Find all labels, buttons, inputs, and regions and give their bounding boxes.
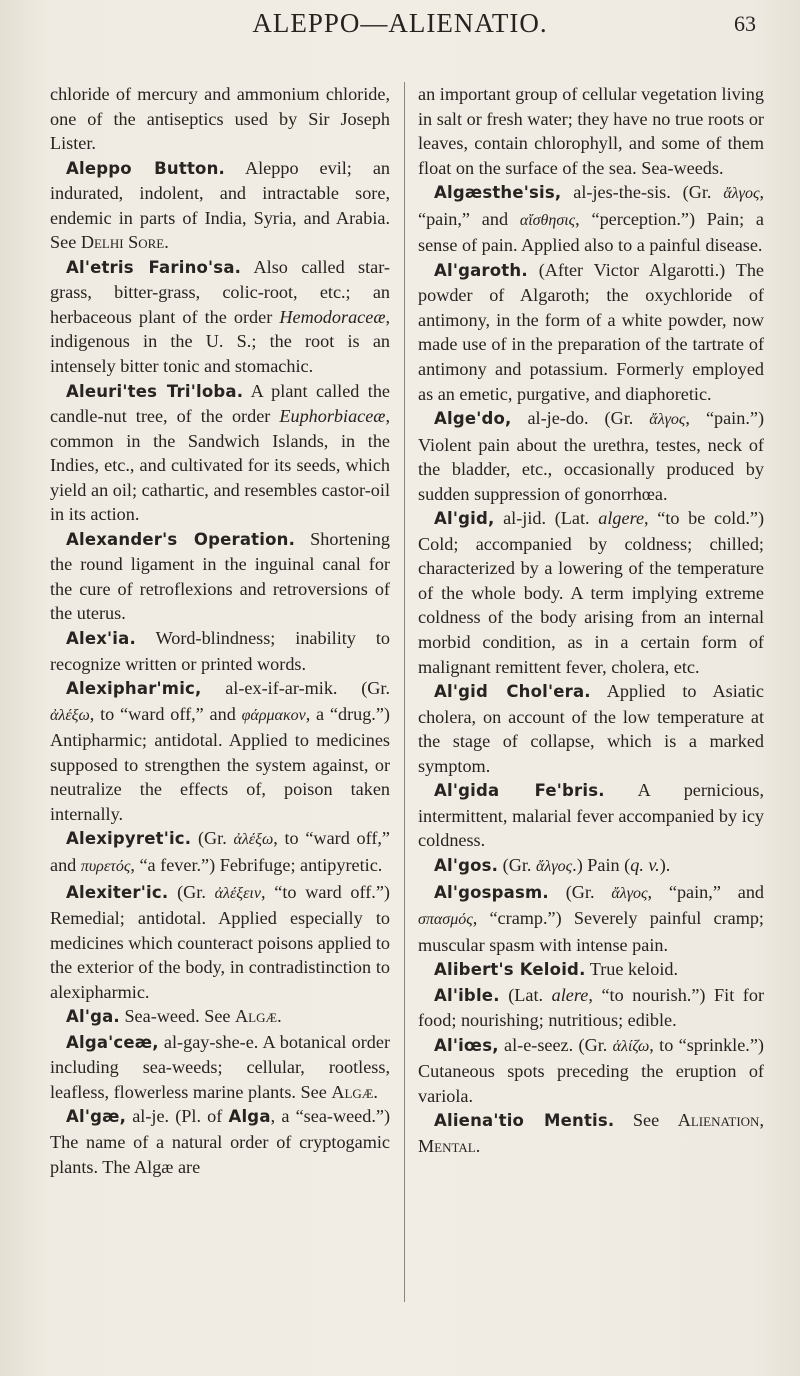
greek-etymon: ἄλγος <box>723 185 760 203</box>
entry-text: (Gr. <box>191 828 234 849</box>
entry-headword: Al'gæ, <box>66 1107 127 1127</box>
entry-text: See <box>614 1110 678 1131</box>
greek-etymon: αἴσθησις <box>519 211 576 229</box>
dictionary-entry <box>50 676 390 826</box>
entry-text: Applied to Asiatic cholera, on account of the low temperature at the stage of collapse, which is a marked symptom. <box>418 681 765 776</box>
entry-headword: Al'garoth. <box>434 260 528 280</box>
dictionary-entry <box>418 679 764 778</box>
entry-text: al-je-do. (Gr. <box>511 408 650 429</box>
entry-text: A pernicious, intermittent, malarial fever accompanied by icy coldness. <box>418 780 765 851</box>
entry-text: al-je. (Pl. of <box>126 1106 229 1127</box>
entry-text: Word-blindness; inability to recognize written or printed words. <box>50 628 390 674</box>
entry-text: , indigenous in the U. S.; the root is an intensely bitter tonic and stomachic. <box>50 306 390 377</box>
entry-italic-term: alere <box>551 984 589 1005</box>
dictionary-entry <box>418 506 764 679</box>
entry-headword: Alibert's Keloid. <box>434 960 586 980</box>
greek-etymon: ἀλέξω <box>233 831 274 849</box>
entry-text: (Gr. <box>498 854 537 875</box>
entry-text: , “to ward off.”) Remedial; antidotal. Applied especially to medicines which counteract poisons applied to the exterior of the body, in contradistinction to alexipharmic. <box>50 881 390 1002</box>
cross-reference: Algæ <box>235 1006 278 1027</box>
entry-text: , “to nourish.”) Fit for food; nourishing; nutritious; edible. <box>418 984 765 1031</box>
column-divider <box>404 82 405 1302</box>
entry-text: an important group of cellular vegetation living in salt or fresh water; they have no true roots or leaves, contain chlorophyll, and some of them float on the surface of the sea. Sea-weeds. <box>418 84 764 178</box>
entry-italic-term: Hemodoraceæ <box>279 306 386 327</box>
entry-headword: Alexiphar'mic, <box>66 679 202 699</box>
entry-text: , to “ward off,” and <box>50 828 390 875</box>
dictionary-entry <box>418 406 764 506</box>
dictionary-entry <box>418 778 764 853</box>
greek-etymon: ἄλγος <box>649 411 686 429</box>
entry-italic-term: Euphorbiaceæ <box>279 406 386 427</box>
greek-etymon: ἀλέξειν <box>214 884 261 902</box>
entry-text: al-jes-the-sis. (Gr. <box>561 182 724 203</box>
entry-text: Shortening the round ligament in the inguinal canal for the cure of retroflexions and retroversions of the uterus. <box>50 528 390 624</box>
entry-headword: Alga'ceæ, <box>66 1032 159 1052</box>
entry-text: (Gr. <box>168 881 215 902</box>
entry-headword: Al'ible. <box>434 985 500 1005</box>
entry-headword: Al'etris Farino'sa. <box>66 257 242 277</box>
entry-text: (Gr. <box>548 881 612 902</box>
entry-text: , a “sea-weed.”) The name of a natural order of cryptogamic plants. The Algæ are <box>50 1106 390 1177</box>
entry-text: . <box>475 1135 481 1156</box>
entry-text: , a “drug.”) Antipharmic; antidotal. Applied to medicines supposed to strengthen the system against, or neutralize the effects of, poison taken internally. <box>50 703 390 824</box>
entry-headword: Aleppo Button. <box>66 158 226 178</box>
entry-italic-term: algere <box>598 508 645 529</box>
dictionary-entry <box>418 82 764 180</box>
entry-text: al-ex-if-ar-mik. (Gr. <box>201 678 390 699</box>
entry-headword: Al'gid, <box>434 509 495 529</box>
entry-headword: Al'gos. <box>434 855 499 875</box>
entry-text: al-jid. (Lat. <box>494 508 599 529</box>
greek-etymon: πυρετός <box>80 857 131 875</box>
entry-text: , to “ward off,” and <box>89 703 242 724</box>
entry-headword: Al'gospasm. <box>434 882 549 902</box>
entry-headword: Al'gida Fe'bris. <box>434 781 605 801</box>
cross-reference: Algæ <box>331 1081 374 1102</box>
entry-text: , common in the Sandwich Islands, in the Indies, etc., and cultivated for its seeds, which yield an oil; cathartic, and resembles castor-oil in its action. <box>50 406 390 525</box>
entry-text: True keloid. <box>585 959 679 980</box>
greek-etymon: ἀλέξω <box>50 706 90 724</box>
dictionary-entry <box>418 853 764 880</box>
cross-reference: Alienation, Mental <box>418 1110 764 1156</box>
dictionary-entry <box>418 957 764 983</box>
dictionary-entry <box>418 180 764 258</box>
entry-text: chloride of mercury and ammonium chloride, one of the antiseptics used by Sir Joseph Lister. <box>50 84 390 154</box>
entry-text: al-e-seez. (Gr. <box>498 1034 613 1055</box>
dictionary-entry <box>50 826 390 879</box>
entry-text: , “a fever.”) Febrifuge; antipyretic. <box>130 854 383 875</box>
right-column <box>418 82 764 1159</box>
entry-headword: Alexiter'ic. <box>66 882 169 902</box>
entry-headword: Al'ga. <box>66 1007 120 1027</box>
dictionary-entry <box>50 1104 390 1179</box>
greek-etymon: ἄλγος <box>536 857 573 875</box>
dictionary-entry <box>418 1108 764 1158</box>
entry-text: , “perception.”) Pain; a sense of pain. Applied also to a painful disease. <box>418 208 764 256</box>
entry-italic-term: q. v. <box>630 854 660 875</box>
dictionary-entry <box>50 82 390 156</box>
entry-text: Sea-weed. See <box>119 1006 236 1027</box>
entry-headword: Algæsthe'sis, <box>434 183 562 203</box>
entry-headword: Alex'ia. <box>66 629 136 649</box>
entry-headword: Alexander's Operation. <box>66 529 296 549</box>
dictionary-entry <box>50 1030 390 1105</box>
entry-text: , “pain,” and <box>418 182 764 229</box>
entry-text: (After Victor Algarotti.) The powder of Algaroth; the oxychloride of antimony, in the form of a white powder, now made use of in the preparation of the tartrate of antimony and potassium. Formerly employed as an emetic, purgative, and diaphoretic. <box>418 259 764 404</box>
running-head <box>0 8 800 48</box>
greek-etymon: ἁλίζω <box>612 1037 650 1055</box>
dictionary-entry <box>50 255 390 379</box>
entry-text: , “pain,” and <box>647 881 765 902</box>
dictionary-entry <box>418 1033 764 1109</box>
dictionary-entry <box>50 880 390 1005</box>
entry-text: . <box>164 232 169 253</box>
entry-headword: Al'gid Chol'era. <box>434 682 591 702</box>
entry-text: . <box>373 1081 378 1102</box>
running-head-title: ALEPPO—ALIENATIO. <box>252 8 548 38</box>
page-number: 63 <box>734 11 756 36</box>
entry-text: .) Pain ( <box>572 854 631 875</box>
dictionary-entry <box>50 527 390 626</box>
entry-text: ). <box>659 854 671 875</box>
entry-headword: Alexipyret'ic. <box>66 829 192 849</box>
entry-text: A plant called the candle-nut tree, of the order <box>50 380 390 427</box>
entry-headword: Al'iœs, <box>434 1035 499 1055</box>
entry-text: Aleppo evil; an indurated, indolent, and intractable sore, endemic in parts of India, Syria, and Arabia. See <box>50 157 390 253</box>
left-column <box>50 82 390 1179</box>
entry-text: Also called star-grass, bitter-grass, colic-root, etc.; an herbaceous plant of the order <box>50 256 390 327</box>
entry-text: . <box>277 1006 282 1027</box>
entry-text: , “pain.”) Violent pain about the urethra, testes, neck of the bladder, etc., occasionally produced by sudden suppression of gonorrhœa. <box>418 408 764 504</box>
dictionary-entry <box>50 1004 390 1030</box>
dictionary-entry <box>50 379 390 527</box>
greek-etymon: σπασμός <box>418 911 473 929</box>
entry-text: , “to be cold.”) Cold; accompanied by coldness; chilled; characterized by a lowering of the temperature of the whole body. A term implying extreme coldness of the body arising from an internal morbid condition, as in a certain form of malignant remittent fever, cholera, etc. <box>418 508 764 677</box>
dictionary-entry <box>418 258 764 406</box>
dictionary-entry <box>50 626 390 676</box>
entry-headword: Alge'do, <box>434 409 512 429</box>
dictionary-entry <box>418 880 764 958</box>
entry-headword: Aliena'tio Mentis. <box>434 1111 615 1131</box>
greek-etymon: φάρμακον <box>241 706 306 724</box>
entry-text: al-gay-she-e. A botanical order including sea-weeds; cellular, rootless, leafless, flowerless marine plants. See <box>50 1031 390 1102</box>
dictionary-entry <box>418 983 764 1033</box>
greek-etymon: ἄλγος <box>611 884 648 902</box>
dictionary-entry <box>50 156 390 255</box>
entry-text: , “cramp.”) Severely painful cramp; muscular spasm with intense pain. <box>418 908 764 955</box>
entry-headword: Alga <box>228 1107 271 1127</box>
entry-headword: Aleuri'tes Tri'loba. <box>66 381 244 401</box>
entry-text: , to “sprinkle.”) Cutaneous spots preceding the eruption of variola. <box>418 1034 764 1106</box>
cross-reference: Delhi Sore <box>80 232 165 253</box>
entry-text: (Lat. <box>499 984 552 1005</box>
